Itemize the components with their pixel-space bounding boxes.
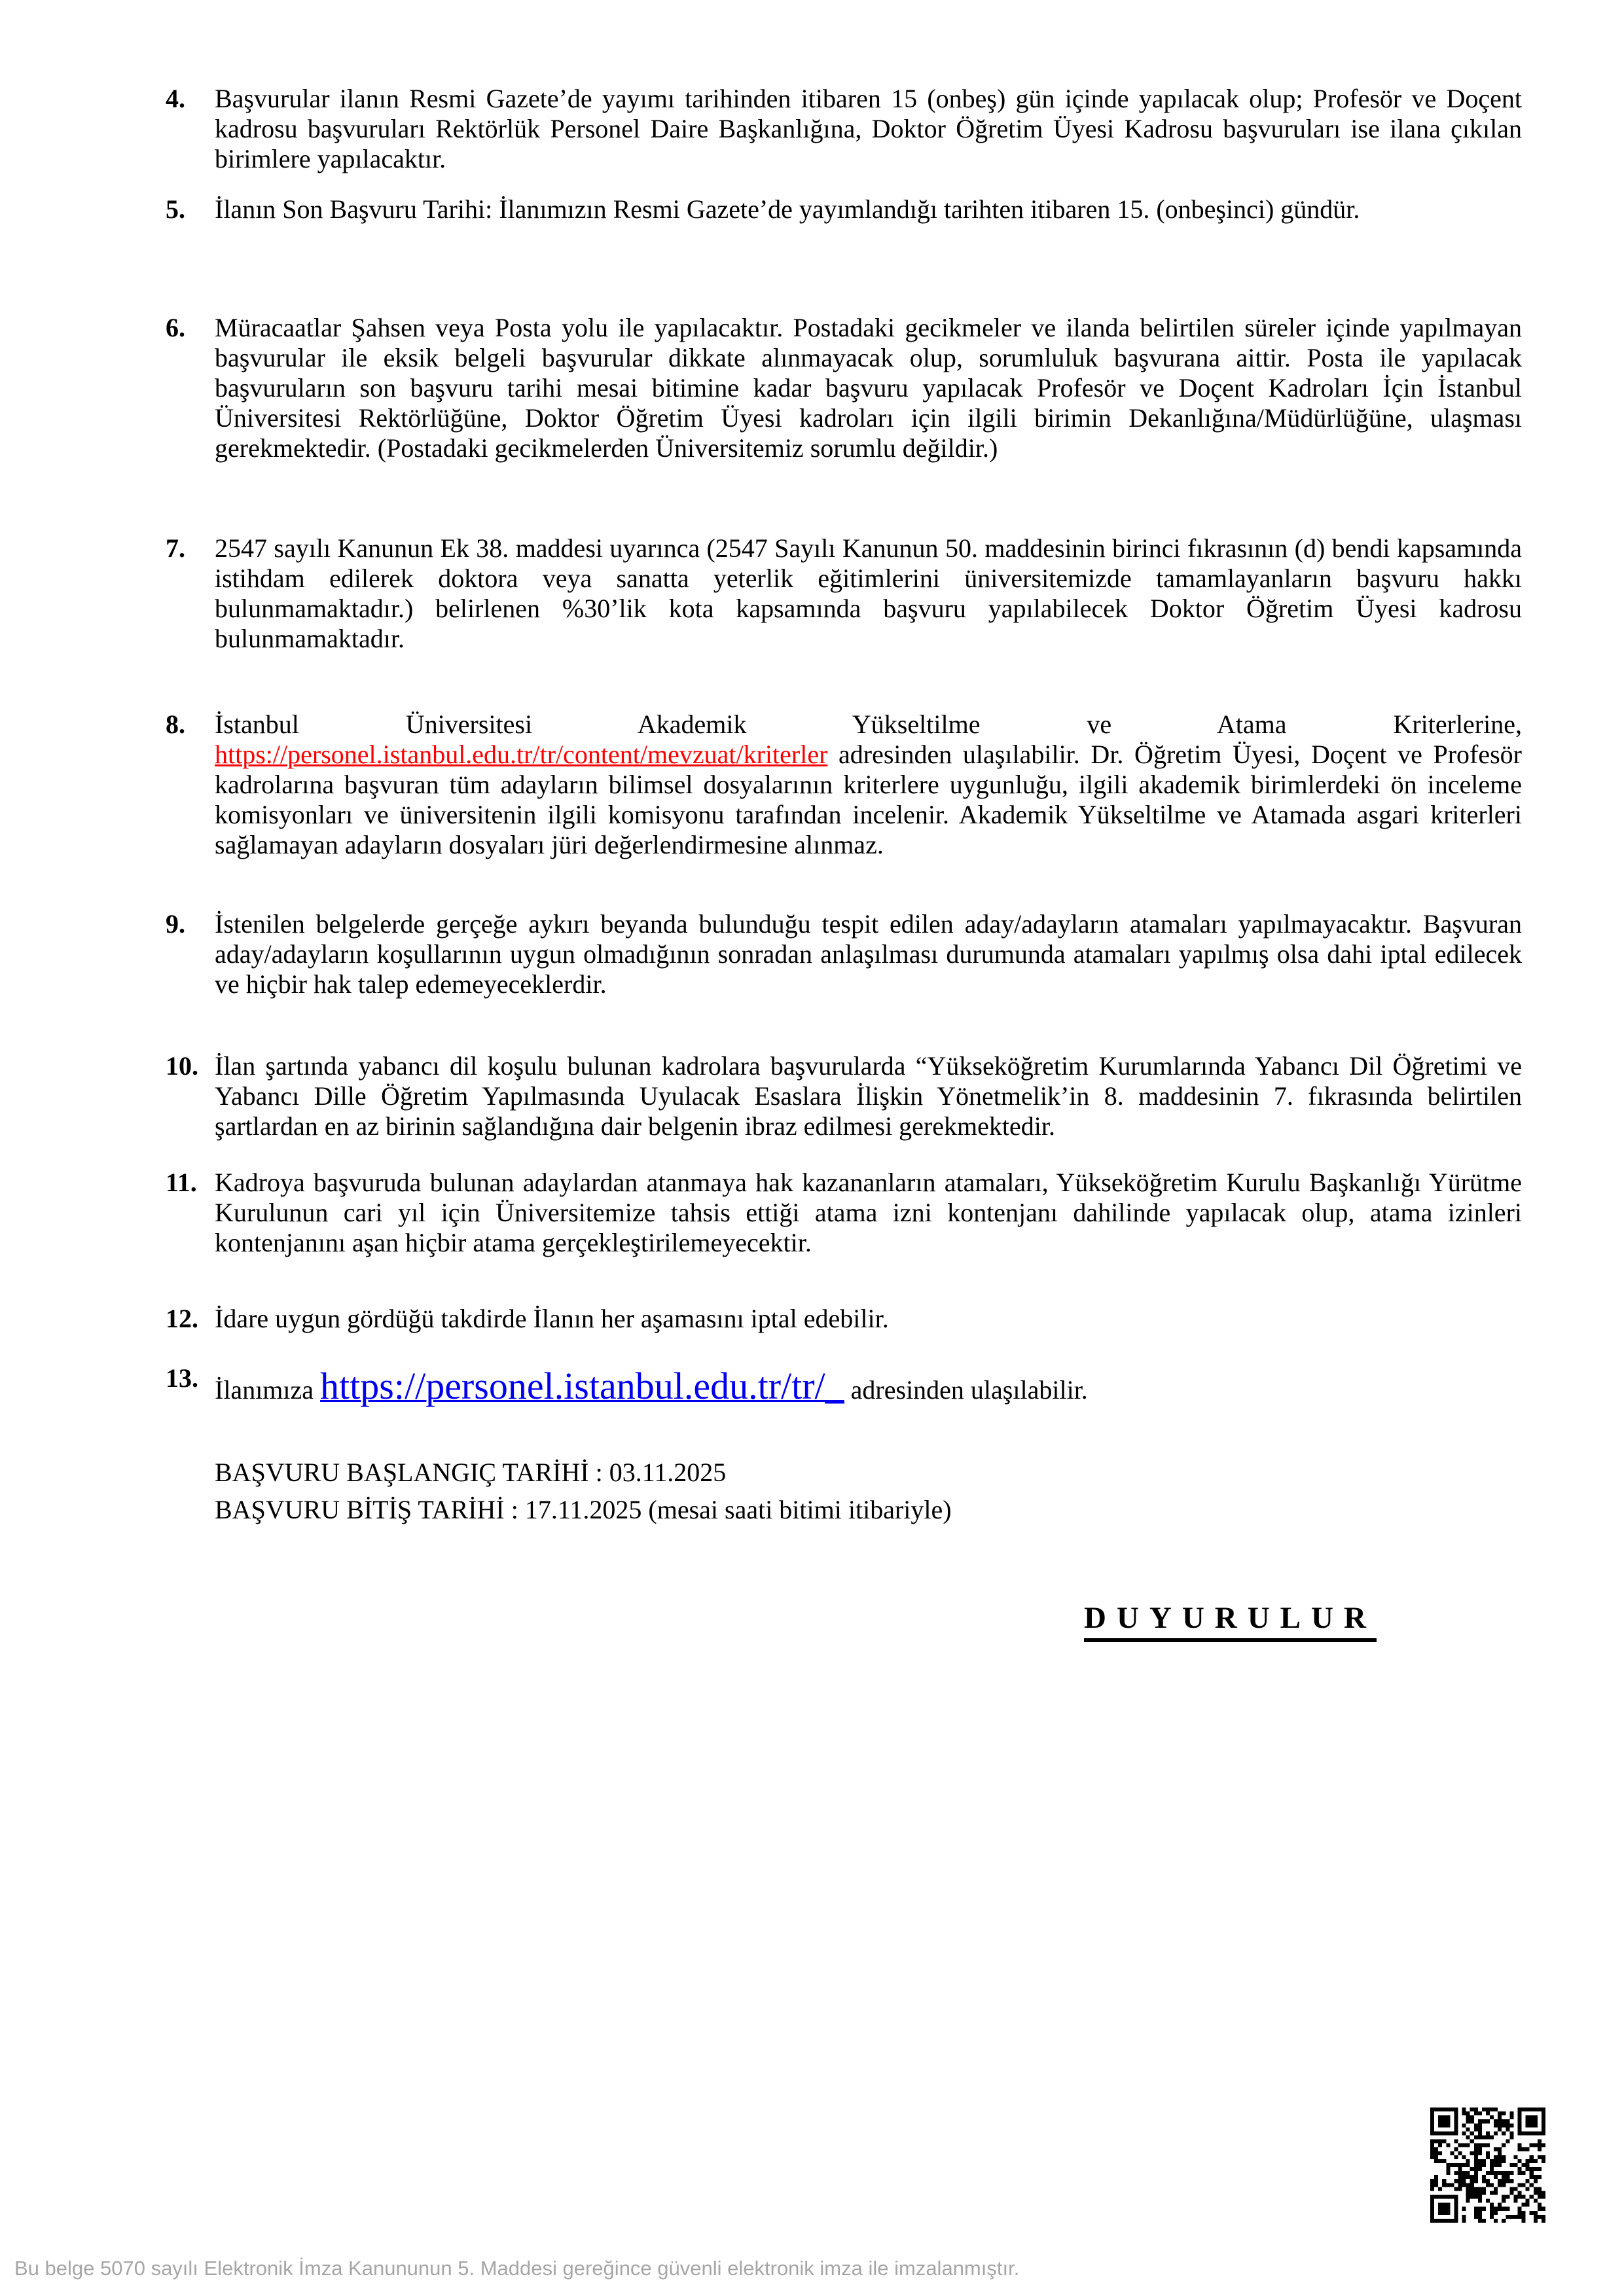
criteria-link[interactable]: https://personel.istanbul.edu.tr/tr/content/mevzuat/kriterler: [215, 740, 828, 769]
item-number: 7.: [166, 533, 185, 563]
closing-statement-wrap: [1084, 1600, 1522, 1642]
item-text: İstenilen belgelerde gerçeğe aykırı beyanda bulunduğu tespit edilen aday/adayların atamaları yapılmayacaktır. Başvuran aday/adayların koşullarının uygun olmadığının sonradan anlaşılması durumunda atamaları yapılmış olsa dahi iptal edilecek ve hiçbir hak talep edemeyeceklerdir.: [215, 909, 1522, 999]
esignature-note: Bu belge 5070 sayılı Elektronik İmza Kanununun 5. Maddesi gereğince güvenli elektronik imza ile imzalanmıştır.: [14, 2257, 1020, 2280]
list-item-7: [166, 533, 1522, 654]
item-number: 10.: [166, 1051, 198, 1081]
item-number: 6.: [166, 313, 185, 342]
item-number: 4.: [166, 84, 185, 113]
item-text: Başvurular ilanın Resmi Gazete’de yayımı tarihinden itibaren 15 (onbeş) gün içinde yapılacak olup; Profesör ve Doçent kadrosu başvuruları Rektörlük Personel Daire Başkanlığına, Doktor Öğretim Üyesi Kadrosu başvuruları ise ilana çıkılan birimlere yapılacaktır.: [215, 84, 1522, 173]
item-number: 13.: [166, 1363, 198, 1393]
item-number: 11.: [166, 1168, 197, 1197]
list-item-4: [166, 84, 1522, 174]
item-text: Kadroya başvuruda bulunan adaylardan atanmaya hak kazananların atamaları, Yükseköğretim Kurulu Başkanlığı Yürütme Kurulunun cari yıl için Üniversitemize tahsis ettiği atama izni kontenjanı dahilinde yapılacak olup, atama izinleri kontenjanını aşan hiçbir atama gerçekleştirilemeyecektir.: [215, 1168, 1522, 1257]
application-start-date: BAŞVURU BAŞLANGIÇ TARİHİ : 03.11.2025: [215, 1458, 727, 1487]
item-text: [215, 709, 1522, 860]
application-end-date: BAŞVURU BİTİŞ TARİHİ : 17.11.2025 (mesai saati bitimi itibariyle): [215, 1495, 952, 1524]
list-item-8: [166, 709, 1522, 860]
list-item-5: [166, 194, 1522, 224]
list-item-9: [166, 909, 1522, 999]
list-item-13: [166, 1363, 1522, 1413]
item-number: 5.: [166, 194, 185, 224]
item-text: İdare uygun gördüğü takdirde İlanın her aşamasını iptal edebilir.: [215, 1304, 889, 1333]
application-dates: [215, 1454, 1522, 1528]
item-number: 9.: [166, 909, 185, 939]
list-item-11: [166, 1168, 1522, 1258]
qr-code: [1430, 2108, 1545, 2223]
item-text-segment: adresinden ulaşılabilir.: [844, 1375, 1088, 1405]
item-text-segment: adresinden ulaşılabilir. Dr. Öğretim Üyesi, Doçent ve Profesör kadrolarına başvuran tüm adayların bilimsel dosyalarının kriterlere uygunluğu, ilgili akademik birimlerdeki ön inceleme komisyonları ve üniversitenin ilgili komisyonu tarafından incelenir. Akademik Yükseltilme ve Atamada asgari kriterleri sağlamayan adayların dosyaları jüri değerlendirmesine alınmaz.: [215, 740, 1522, 859]
item-text-segment: İlanımıza: [215, 1375, 321, 1405]
item-text-segment: İstanbul Üniversitesi Akademik Yükseltilme ve Atama Kriterlerine,: [215, 709, 1522, 739]
item-text: Müracaatlar Şahsen veya Posta yolu ile yapılacaktır. Postadaki gecikmeler ve ilanda belirtilen süreler içinde yapılmayan başvurular ile eksik belgeli başvurular dikkate alınmayacak olup, sorumluluk başvurana aittir. Posta ile yapılacak başvuruların son başvuru tarihi mesai bitimine kadar başvuru yapılacak Profesör ve Doçent Kadroları İçin İstanbul Üniversitesi Rektörlüğüne, Doktor Öğretim Üyesi kadroları için ilgili birimin Dekanlığına/Müdürlüğüne, ulaşması gerekmektedir. (Postadaki gecikmelerden Üniversitemiz sorumlu değildir.): [215, 313, 1522, 463]
list-item-10: [166, 1051, 1522, 1141]
item-text: [215, 1363, 1522, 1413]
item-text: İlan şartında yabancı dil koşulu bulunan kadrolara başvurularda “Yükseköğretim Kurumlarında Yabancı Dil Öğretimi ve Yabancı Dille Öğretim Yapılmasında Uyulacak Esaslara İlişkin Yönetmelik’in 8. maddesinin 7. fıkrasında belirtilen şartlardan en az birinin sağlandığına dair belgenin ibraz edilmesi gerekmektedir.: [215, 1051, 1522, 1141]
list-item-6: [166, 313, 1522, 463]
item-number: 12.: [166, 1304, 198, 1333]
closing-statement: DUYURULUR: [1084, 1600, 1377, 1642]
item-number: 8.: [166, 709, 185, 739]
item-text: 2547 sayılı Kanunun Ek 38. maddesi uyarınca (2547 Sayılı Kanunun 50. maddesinin birinci fıkrasının (d) bendi kapsamında istihdam edilerek doktora veya sanatta yeterlik eğitimlerini üniversitemizde tamamlayanların başvuru hakkı bulunmamaktadır.) belirlenen %30’lik kota kapsamında başvuru yapılabilecek Doktor Öğretim Üyesi kadrosu bulunmamaktadır.: [215, 533, 1522, 653]
list-item-12: [166, 1304, 1522, 1334]
announcement-link[interactable]: https://personel.istanbul.edu.tr/tr/_: [320, 1365, 844, 1407]
item-text: İlanın Son Başvuru Tarihi: İlanımızın Resmi Gazete’de yayımlandığı tarihten itibaren 15. (onbeşinci) gündür.: [215, 194, 1360, 224]
announcement-list: [166, 84, 1522, 1642]
